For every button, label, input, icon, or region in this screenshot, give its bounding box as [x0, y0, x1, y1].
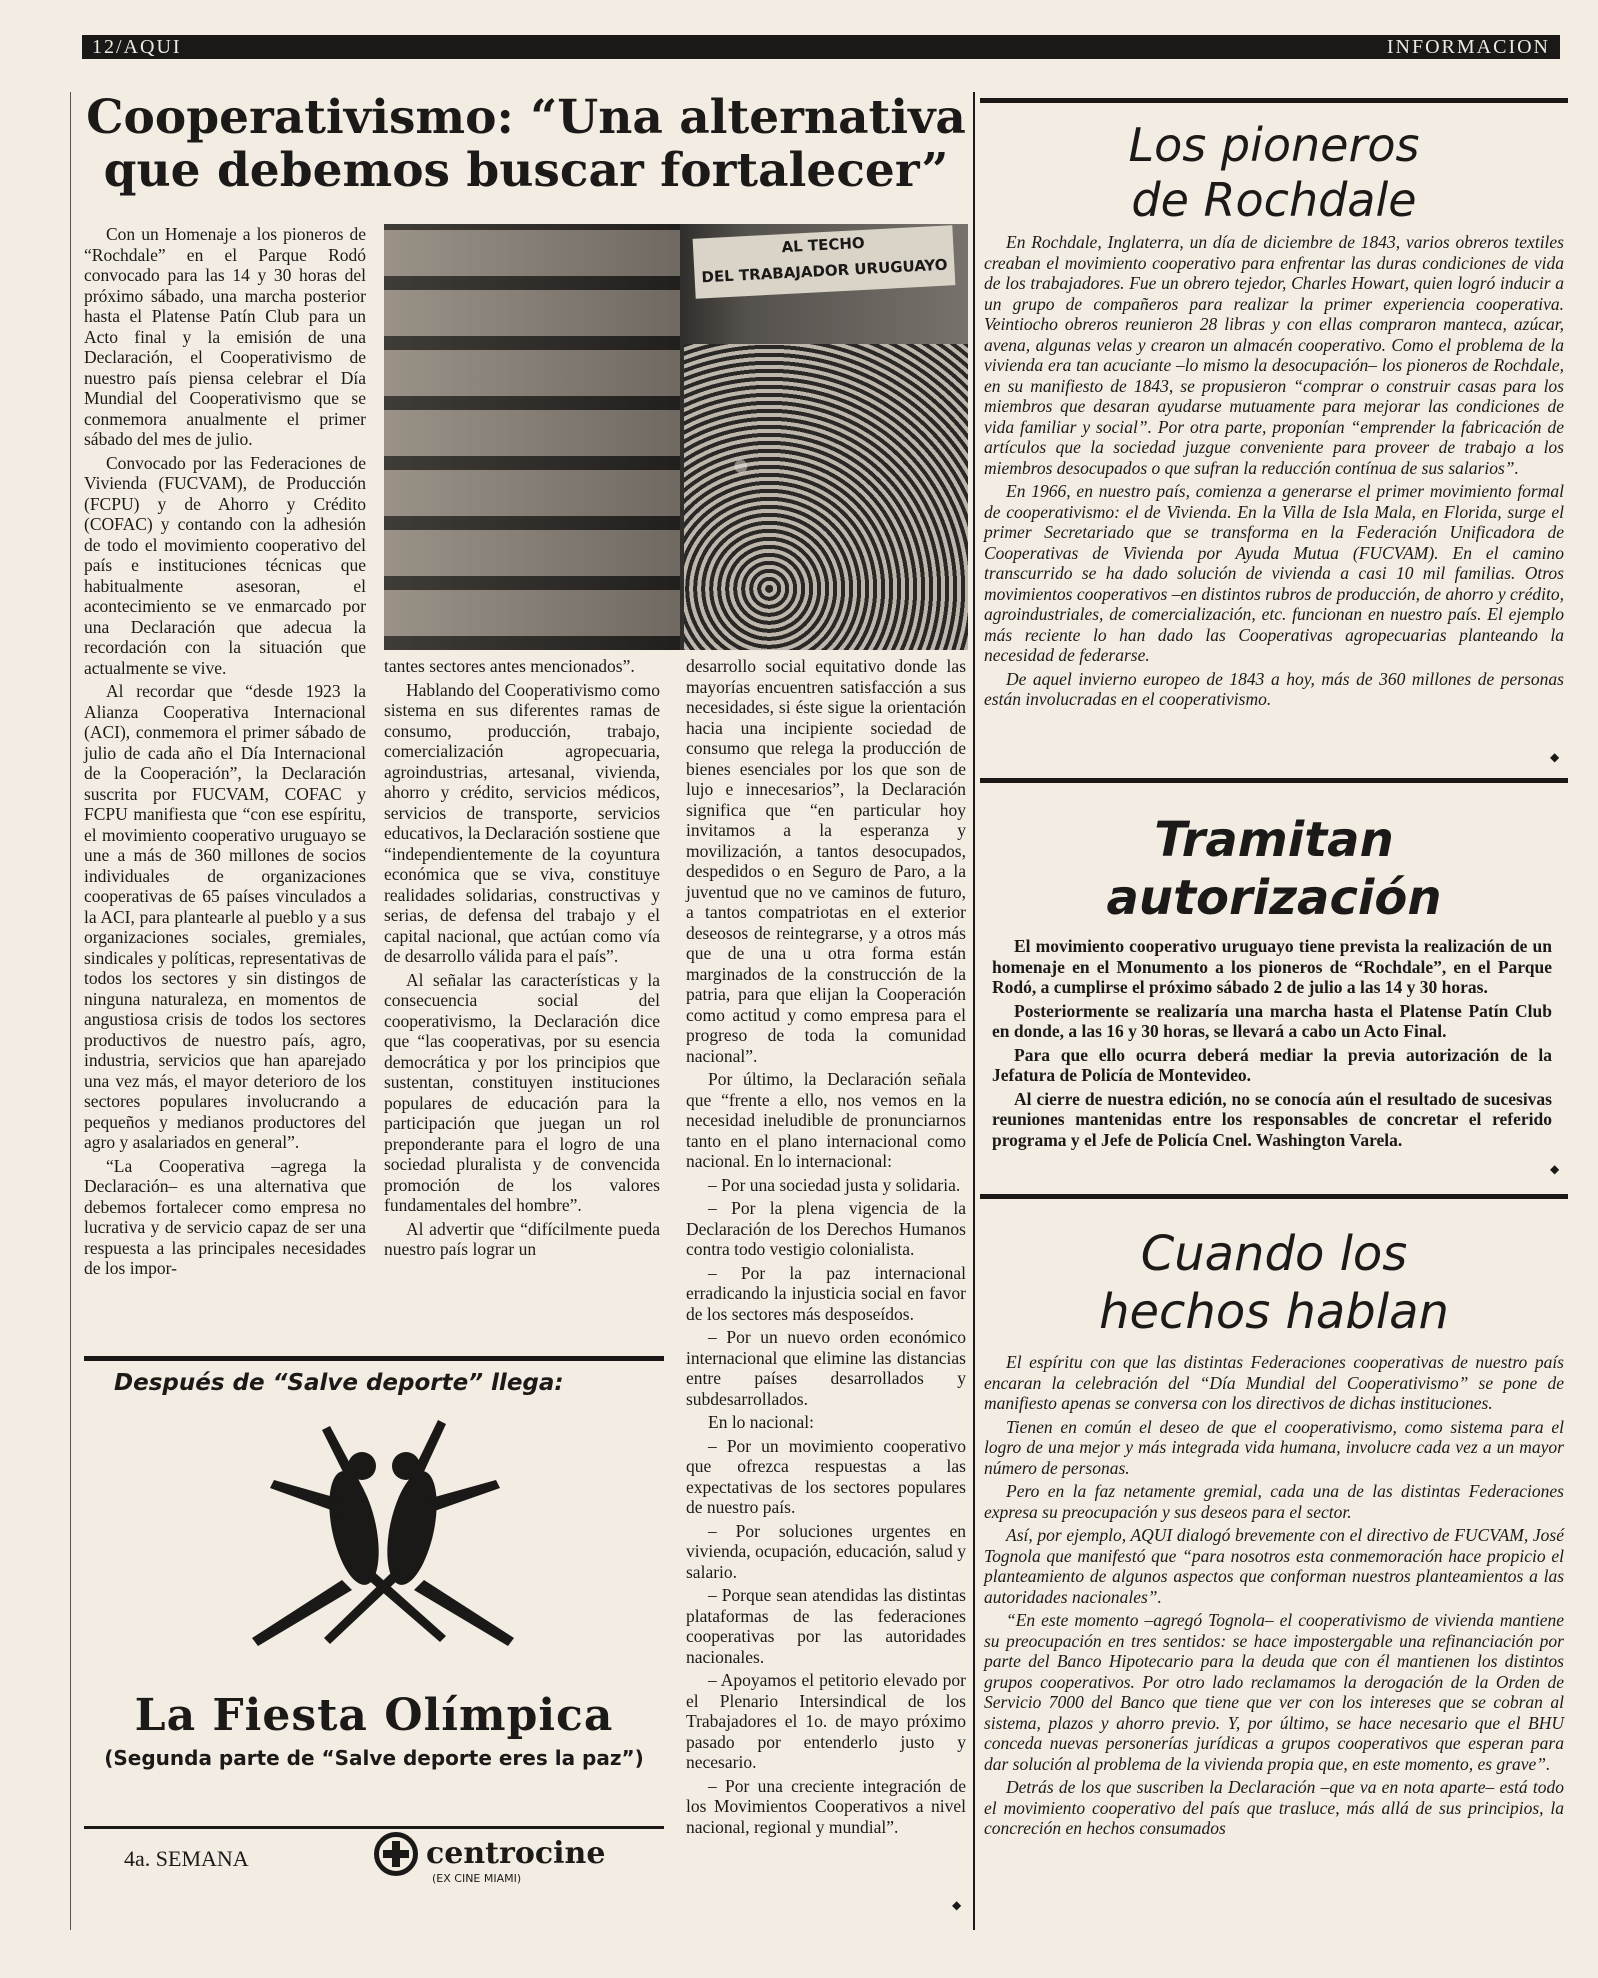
- paragraph: Al señalar las características y la consecuencia social del cooperativismo, la Declaración dice que “las cooperativas, por su esencia democrática y por los principios que sustentan, constituyen instituciones populares de educación para la participación que juegan un rol preponderante para el logro de una sociedad pluralista y de convencida promoción de los valores fundamentales del hombre”.: [384, 969, 660, 1215]
- movie-advertisement: [84, 1370, 664, 1900]
- paragraph: Pero en la faz netamente gremial, cada una de las distintas Federaciones expresa su preocupación y sus deseos para el sector.: [984, 1481, 1564, 1522]
- rochdale-headline: [980, 118, 1568, 228]
- paragraph: Así, por ejemplo, AQUI dialogó brevemente con el directivo de FUCVAM, José Tognola que manifestó que “para nosotros esta conmemoración hace propicio el planteamiento de algunos aspectos que conforman nuestros planteamientos a las autoridades nacionales”.: [984, 1525, 1564, 1607]
- paragraph: Al recordar que “desde 1923 la Alianza Cooperativa Internacional (ACI), conmemora el primer sábado de julio de cada año el Día Internacional de la Cooperación”, la Declaración suscrita por FUCVAM, COFAC y FCPU manifiesta que “con ese espíritu, el movimiento cooperativo uruguayo se une a más de 360 millones de socios individuales de organizaciones cooperativas de 65 países vinculados a la ACI, para plantearle al pueblo y a sus organizaciones sociales, gremiales, sindicales y políticas, representativas de todos los sectores y sin distingos de ninguna naturaleza, en momentos de angustiosa crisis de todos los sectores productivos de nuestro país, agro, industria, servicios que han aparejado una vez más, el mayor deterioro de los sectores populares involucrando a pequeños y medianos productores del agro y asalariados en general”.: [84, 681, 366, 1152]
- list-item: – Porque sean atendidas las distintas plataformas de las federaciones cooperativas por las autoridades nacionales.: [686, 1585, 966, 1667]
- main-column-1: [84, 224, 366, 1282]
- tramitan-headline: [980, 812, 1568, 927]
- photo-banner: [693, 225, 956, 299]
- dancers-illustration: [234, 1410, 534, 1680]
- banner-text-1: AL TECHO: [781, 233, 866, 257]
- paragraph: tantes sectores antes mencionados”.: [384, 656, 635, 676]
- list-item: – Por un nuevo orden económico internacional que elimine las distancias entre países desarrollados y subdesarrollados.: [686, 1327, 966, 1409]
- centrocine-logo-icon: [374, 1832, 418, 1876]
- page-number-label: 12/AQUI: [92, 36, 182, 58]
- rochdale-title-1: Los pioneros: [1128, 118, 1420, 172]
- paragraph: Hablando del Cooperativismo como sistema en sus diferentes ramas de consumo, producción, trabajo, comercialización agropecuaria, agroindustrias, artesanal, vivienda, ahorro y crédito, servicios médicos, servicios de transporte, servicios educativos, la Declaración sostiene que “independientemente de la coyuntura económica que se viva, constituye realidades solidarias, constructivas y serias, de defensa del trabajo y el capital nacional, que actúan como vía de desarrollo válida para el país”.: [384, 679, 660, 966]
- paragraph: Posteriormente se realizaría una marcha hasta el Platense Patín Club en donde, a las 16 y 30 horas, se llevará a cabo un Acto Final.: [992, 1000, 1552, 1041]
- rochdale-top-rule: [980, 98, 1568, 103]
- brand-subtitle: (EX CINE MIAMI): [432, 1872, 522, 1885]
- end-mark-icon: ◆: [1550, 750, 1560, 764]
- page-header: [82, 35, 1560, 59]
- paragraph: Para que ello ocurra deberá mediar la previa autorización de la Jefatura de Policía de Montevideo.: [992, 1044, 1552, 1085]
- main-headline-line-1: Cooperativismo: “Una alternativa: [86, 90, 966, 145]
- hechos-top-rule: [980, 1194, 1568, 1199]
- paragraph: En Rochdale, Inglaterra, un día de diciembre de 1843, varios obreros textiles creaban el movimiento cooperativo para enfrentar las duras condiciones de vida de los trabajadores. Fue un obrero tejedor, Charles Howart, quien logró inducir a un grupo de compañeros para realizar la primer experiencia cooperativa. Veintiocho obreros reunieron 28 libras y con ellas compraron manteca, azúcar, avena, algunas velas y crearon un almacén cooperativo. Como el problema de la vivienda era tan acuciante –lo mismo la desocupación– los pioneros de Rochdale, en su manifiesto de 1843, se propusieron “comprar o construir casas para los miembros que desaran ayudarse mutuamente para mejorar las condiciones de vida familiar y social”. Por otra parte, proponían “emprender la fabricación de artículos que la sociedad juzgue conveniente para proveer de trabajo a los miembros desocupados o que sufran la reducción contínua de sus salarios”.: [984, 232, 1564, 478]
- list-item: – Por una creciente integración de los Movimientos Cooperativos a nivel nacional, regional y mundial”.: [686, 1775, 966, 1837]
- left-border: [70, 92, 71, 1930]
- paragraph: El movimiento cooperativo uruguayo tiene prevista la realización de un homenaje en el Monumento a los pioneros de “Rochdale”, en el Parque Rodó, a cumplirse el próximo sábado 2 de julio a las 14 y 30 horas.: [992, 936, 1552, 997]
- paragraph: desarrollo social equitativo donde las mayorías encuentren satisfacción a sus necesidades, si éste sigue la orientación hacia una incipiente sociedad de consumo que relega la producción de bienes esenciales por los que son de lujo e innecesarios”, la Declaración significa que “en particular hoy invitamos a la esperanza y movilización, a tantos desocupados, despedidos o en Seguro de Paro, a la juventud que no ve caminos de futuro, a tantos compatriotas en el exterior deseosos de reintegrarse, y a otros más que de una u otra forma están marginados de la construcción de la patria, para que elijan la Cooperación como actitud y como empresa para el progreso de toda la comunidad nacional”.: [686, 656, 966, 1066]
- paragraph: Tienen en común el deseo de que el cooperativismo, como sistema para el logro de una mejor y más integrada vida humana, involucre cada vez a un mayor número de personas.: [984, 1416, 1564, 1478]
- brand-name: centrocine: [426, 1836, 606, 1871]
- building-image: [384, 224, 680, 650]
- paragraph: Al advertir que “difícilmente pueda nuestro país lograr un: [384, 1218, 660, 1259]
- paragraph: “La Cooperativa –agrega la Declaración– es una alternativa que debemos fortalecer como empresa no lucrativa y de servicio capaz de ser una respuesta a las principales necesidades de los impor-: [84, 1155, 366, 1278]
- ad-top-rule: [84, 1356, 664, 1361]
- paragraph: El espíritu con que las distintas Federaciones cooperativas de nuestro país encaran la celebración del “Día Mundial del Cooperativismo” se pone de manifiesto apenas se conversa con los directivos de dichas instituciones.: [984, 1352, 1564, 1413]
- list-item: – Por soluciones urgentes en vivienda, ocupación, educación, salud y salario.: [686, 1520, 966, 1582]
- end-mark-icon: ◆: [1550, 1162, 1560, 1176]
- section-label: INFORMACION: [1386, 36, 1550, 58]
- paragraph: En 1966, en nuestro país, comienza a generarse el primer movimiento formal de cooperativismo: el de Vivienda. En la Villa de Isla Mala, en Florida, surge el primer Secretariado que se transforma en la Federación Unificadora de Cooperativas de Vivienda por Ayuda Mutua (FUCVAM). En el camino transcurrido se ha dado solución de vivienda a casi 10 mil familias. Otros movimientos cooperativos –en distintos rubros de producción, de ahorro y crédito, agroindustriales, de comercialización, etc. funcionan en nuestro país. El ejemplo más reciente lo han dado las Cooperativas agropecuarias planteando la necesidad de federarse.: [984, 481, 1564, 665]
- paragraph: Por último, la Declaración señala que “frente a ello, nos vemos en la necesidad ineludible de pronunciarnos tanto en el plano internacional como nacional. En lo internacional:: [686, 1069, 966, 1171]
- paragraph: En lo nacional:: [708, 1412, 814, 1432]
- ad-tagline: Después de “Salve deporte” llega:: [114, 1370, 564, 1396]
- banner-text-2: DEL TRABAJADOR URUGUAYO: [701, 255, 948, 287]
- paragraph: “En este momento –agregó Tognola– el cooperativismo de vivienda mantiene su preocupación en tres sentidos: se hace impostergable una refinanciación por parte del Banco Hipotecario para la deuda que con él mantienen los distintos grupos cooperativos. Por otro lado reclamamos la derogación de la Orden de Servicio 7000 del Banco que tiene que ver con los intereses que se cobran al sistema, plazos y ahorro previo. Y, por último, se hace necesario que el BHU conceda nuevas personerías jurídicas a grupos cooperativos que esperan para dar solución al problema de la vivienda propia que, en este momento, es grave”.: [984, 1610, 1564, 1774]
- ad-week-label: 4a. SEMANA: [124, 1846, 249, 1871]
- list-item: – Apoyamos el petitorio elevado por el Plenario Intersindical de los Trabajadores el 1o. de mayo próximo pasado por entenderlo justo y necesario.: [686, 1670, 966, 1772]
- crowd-image: [684, 344, 968, 650]
- main-headline-line-2: que debemos buscar fortalecer”: [103, 142, 949, 198]
- list-item: – Por un movimiento cooperativo que ofrezca respuestas a las expectativas de los sectores populares de nuestro país.: [686, 1435, 966, 1517]
- main-headline: [84, 92, 968, 197]
- paragraph: Detrás de los que suscriben la Declaración –que va en nota aparte– está todo el movimiento cooperativo del país que trasluce, más allá de sus principios, la concreción en hechos consumados: [984, 1777, 1564, 1838]
- paragraph: Convocado por las Federaciones de Vivienda (FUCVAM), de Producción (FCPU) y de Ahorro y Crédito (COFAC) y contando con la adhesión de todo el movimiento cooperativo del país e instituciones técnicas que habitualmente asesoran, el acontecimiento se ve enmarcado por una Declaración que adecua la recordación con la situación que actualmente se vive.: [84, 452, 366, 678]
- main-column-2: [384, 656, 660, 1263]
- rochdale-body: [984, 232, 1564, 713]
- list-item: – Por una sociedad justa y solidaria.: [708, 1174, 961, 1195]
- main-column-3: [686, 656, 966, 1840]
- column-divider: [973, 92, 975, 1930]
- hechos-title-1: Cuando los: [1140, 1226, 1408, 1282]
- tramitan-body: [992, 936, 1552, 1153]
- list-item: – Por la plena vigencia de la Declaración de los Derechos Humanos contra todo vestigio colonialista.: [686, 1198, 966, 1259]
- assembly-photo: [384, 224, 968, 650]
- paragraph: Al cierre de nuestra edición, no se conocía aún el resultado de sucesivas reuniones mantenidas entre los responsables de concretar el referido programa y el Jefe de Policía Cnel. Washington Varela.: [992, 1088, 1552, 1150]
- end-mark-icon: ◆: [952, 1898, 962, 1912]
- ad-title: La Fiesta Olímpica: [134, 1690, 614, 1741]
- hechos-title-2: hechos hablan: [1099, 1283, 1449, 1340]
- rochdale-title-2: de Rochdale: [1131, 173, 1417, 228]
- hechos-headline: [980, 1226, 1568, 1341]
- tramitan-title-1: Tramitan: [1154, 812, 1394, 868]
- paragraph: Con un Homenaje a los pioneros de “Rochdale” en el Parque Rodó convocado para las 14 y 30 horas del próximo sábado, una marcha posterior hasta el Platense Patín Club para un Acto final y la emisión de una Declaración, el Cooperativismo de nuestro país piensa celebrar el Día Mundial del Cooperativismo que se conmemora anualmente el primer sábado del mes de julio.: [84, 224, 366, 449]
- hechos-body: [984, 1352, 1564, 1842]
- paragraph: De aquel invierno europeo de 1843 a hoy, más de 360 millones de personas están involucradas en el cooperativismo.: [984, 668, 1564, 709]
- tramitan-title-2: autorización: [1106, 869, 1442, 926]
- ad-subtitle: (Segunda parte de “Salve deporte eres la paz”): [104, 1746, 644, 1770]
- list-item: – Por la paz internacional erradicando la injusticia social en favor de los sectores más desposeídos.: [686, 1262, 966, 1324]
- tramitan-top-rule: [980, 778, 1568, 783]
